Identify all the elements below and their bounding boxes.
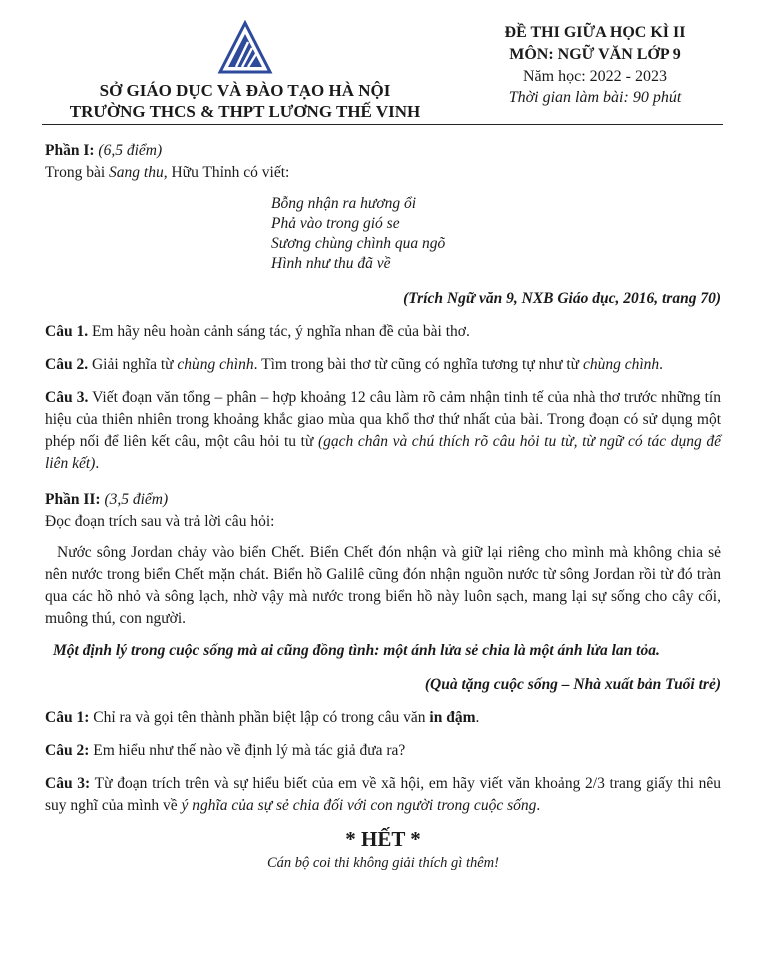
exam-content: [45, 140, 721, 873]
exam-duration: Thời gian làm bài: 90 phút: [508, 89, 682, 106]
school-year: Năm học: 2022 - 2023: [523, 68, 667, 85]
question-text: . Tìm trong bài thơ từ cũng có nghĩa tương tự như từ: [253, 356, 583, 373]
question-text: .: [659, 356, 664, 373]
part1-heading: [45, 140, 721, 162]
header-divider: [42, 124, 723, 125]
question-label: Câu 3.: [45, 389, 89, 406]
part1-intro-suffix: , Hữu Thỉnh có viết:: [163, 164, 290, 181]
question-keyword: in đậm: [429, 709, 476, 726]
question-note: (gạch chân và chú thích rõ câu hỏi tu từ, từ ngữ có tác dụng để liên kết): [45, 433, 721, 472]
question-label: Câu 3:: [45, 775, 91, 792]
question-text: Giải nghĩa từ: [88, 356, 178, 373]
part2-title: Phần II:: [45, 491, 101, 508]
question-text: .: [475, 709, 480, 726]
school-header: [60, 20, 430, 122]
question-text: .: [536, 797, 541, 814]
part2-question-1: [45, 707, 721, 729]
part2-question-3: [45, 773, 721, 817]
school-name: TRƯỜNG THCS & THPT LƯƠNG THẾ VINH: [69, 102, 421, 121]
part1-question-1: [45, 321, 721, 343]
part1-question-3: [45, 387, 721, 475]
question-text: Em hiểu như thế nào về định lý mà tác giả đưa ra?: [89, 742, 406, 759]
school-department: SỞ GIÁO DỤC VÀ ĐÀO TẠO HÀ NỘI: [99, 81, 391, 100]
proctor-note: Cán bộ coi thi không giải thích gì thêm!: [267, 855, 499, 871]
poem-line: Hình như thu đã về: [271, 255, 391, 272]
poem-line: Bỗng nhận ra hương ổi: [271, 195, 417, 212]
question-text: Chỉ ra và gọi tên thành phần biệt lập có trong câu văn: [89, 709, 430, 726]
poem: [271, 194, 721, 274]
question-text: Từ đoạn trích trên và sự hiểu biết của em về xã hội, em hãy viết văn khoảng 2/3 trang giấy thi nêu suy nghĩ của mình về: [45, 775, 721, 814]
part1-title: Phần I:: [45, 142, 95, 159]
exam-header: [455, 22, 735, 108]
poem-line: Sương chùng chình qua ngõ: [271, 235, 446, 252]
question-label: Câu 1.: [45, 323, 89, 340]
part1-points: (6,5 điểm): [98, 142, 163, 159]
part1-question-2: [45, 354, 721, 376]
question-label: Câu 2:: [45, 742, 90, 759]
school-logo-icon: [215, 20, 275, 76]
poem-line: Phả vào trong gió se: [271, 215, 400, 232]
question-keyword: ý nghĩa của sự sẻ chia đối với con người trong cuộc sống: [181, 797, 537, 814]
question-text: Em hãy nêu hoàn cảnh sáng tác, ý nghĩa nhan đề của bài thơ.: [88, 323, 470, 340]
question-keyword: chùng chình: [177, 356, 254, 373]
question-text: .: [95, 455, 100, 472]
part2-points: (3,5 điểm): [104, 491, 169, 508]
poem-title: Sang thu: [109, 164, 164, 181]
bold-quote: Một định lý trong cuộc sống mà ai cũng đồng tình: một ánh lửa sẻ chia là một ánh lửa lan tỏa.: [53, 642, 660, 659]
part1-source: (Trích Ngữ văn 9, NXB Giáo dục, 2016, trang 70): [403, 290, 721, 307]
part2-source: (Quà tặng cuộc sống – Nhà xuất bản Tuổi trẻ): [424, 676, 721, 693]
question-label: Câu 2.: [45, 356, 89, 373]
part2-heading: [45, 489, 721, 511]
question-text: Viết đoạn văn tổng – phân – hợp khoảng 12 câu làm rõ cảm nhận tinh tế của nhà thơ trước những tín hiệu của thiên nhiên trong khoảng khắc giao mùa qua khổ thơ thứ nhất của bài. Trong đoạn có sử dụng một phép nối để liên kết câu, một câu hỏi tu từ: [45, 389, 721, 450]
question-keyword: chùng chình: [582, 356, 660, 373]
end-mark: * HẾT *: [345, 827, 421, 851]
part1-intro-prefix: Trong bài: [45, 164, 110, 181]
exam-subject: MÔN: NGỮ VĂN LỚP 9: [509, 46, 681, 63]
part2-intro: Đọc đoạn trích sau và trả lời câu hỏi:: [45, 513, 275, 530]
part1-intro: [45, 162, 721, 184]
part2-question-2: [45, 740, 721, 762]
question-label: Câu 1:: [45, 709, 90, 726]
exam-title: ĐỀ THI GIỮA HỌC KÌ II: [504, 24, 686, 41]
reading-passage: Nước sông Jordan chảy vào biển Chết. Biển Chết đón nhận và giữ lại riêng cho mình mà không chia sẻ nên nước trong biển Chết mặn chát. Biển hồ Galilê cũng đón nhận nguồn nước từ sông Jordan rồi từ đó tràn qua các hồ nhỏ và sông lạch, nhờ vậy mà nước trong biển hồ này luôn sạch, mang lại sự sống cho cây cối, muông thú, con người.: [45, 544, 721, 627]
